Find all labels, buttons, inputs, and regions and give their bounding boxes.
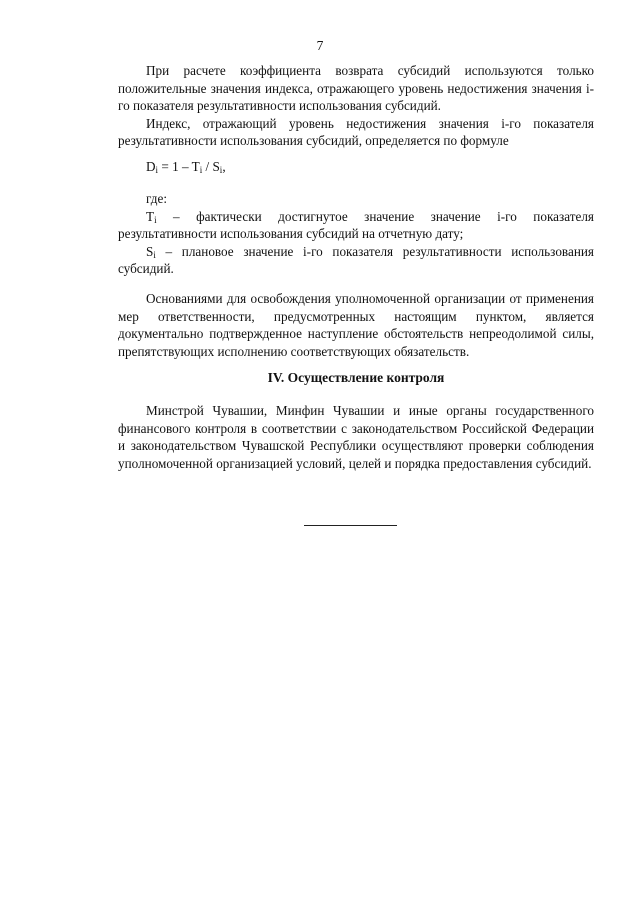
formula-end: ,	[222, 159, 226, 174]
page-number: 7	[316, 38, 324, 53]
definition-s-text: – плановое значение i-го показателя результативности использования субсидий.	[118, 243, 594, 277]
formula-middle: = 1 – T	[158, 159, 200, 174]
formula-t-subscript: i	[199, 165, 203, 175]
formula-d: D	[146, 159, 156, 174]
paragraph-coefficient-usage: При расчете коэффициента возврата субсидий используются только положительные значения индекса, отражающего уровень недостижения значения i-го показателя результативности использования субсидий.	[118, 63, 594, 114]
formula-s-subscript: i	[219, 165, 223, 175]
definition-t-symbol: T	[146, 208, 155, 224]
paragraph-grounds: Основаниями для освобождения уполномоченной организации от применения мер ответственности, предусмотренных настоящим пунктом, является документально подтвержденное наступление обстоятельств непреодолимой силы, препятствующих исполнению соответствующих обязательств.	[118, 291, 594, 359]
paragraph-index-definition: Индекс, отражающий уровень недостижения значения i-го показателя результативности использования субсидий, определяется по формуле	[118, 115, 594, 149]
formula-d-subscript: i	[155, 165, 159, 175]
formula-block	[118, 158, 594, 176]
section-heading: IV. Осуществление контроля	[267, 370, 445, 385]
definition-t-text: – фактически достигнутое значение значение i-го показателя результативности использования субсидий на отчетную дату;	[118, 208, 594, 242]
paragraph-control: Минстрой Чувашии, Минфин Чувашии и иные органы государственного финансового контроля в соответствии с законодательством Российской Федерации и законодательством Чувашской Республики осуществляют проверки соблюдения уполномоченной организацией условий, целей и порядка предоставления субсидий.	[118, 403, 594, 471]
end-divider	[304, 525, 397, 526]
definition-s-symbol: S	[146, 243, 154, 259]
definition-t-subscript: i	[154, 214, 157, 225]
definition-t	[118, 208, 594, 243]
where-label: где:	[146, 191, 167, 206]
definition-s-subscript: i	[153, 249, 156, 260]
formula	[118, 158, 594, 176]
text-block-grounds	[118, 290, 594, 360]
text-block-intro	[118, 62, 594, 150]
definitions-block	[118, 190, 594, 278]
formula-slash: / S	[202, 159, 220, 174]
definition-s	[118, 243, 594, 278]
text-block-control	[118, 402, 594, 472]
